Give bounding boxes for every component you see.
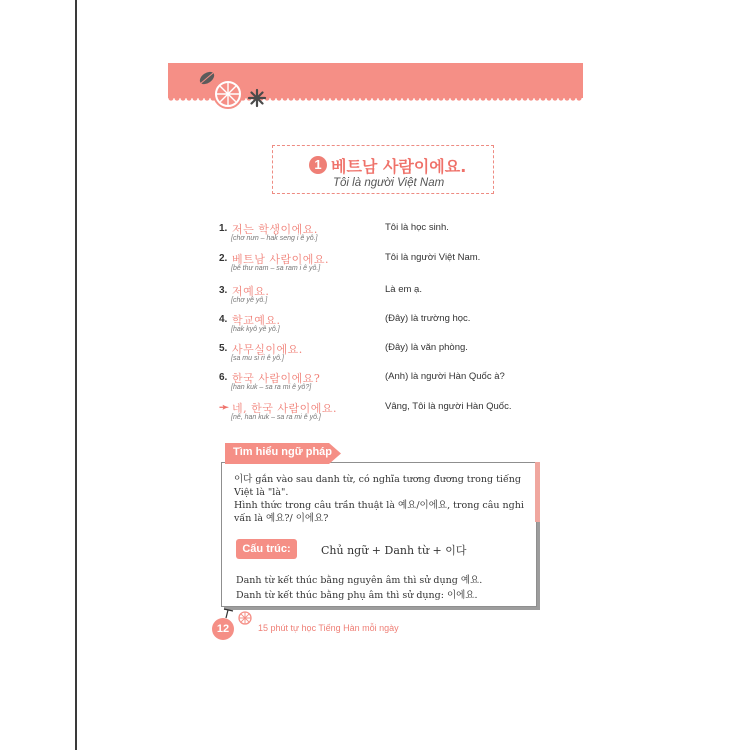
item-korean: 학교예요. (232, 314, 281, 327)
lesson-title-box (272, 145, 494, 194)
item-translation: (Đây) là văn phòng. (385, 342, 468, 353)
grammar-note-1: Danh từ kết thúc bằng nguyên âm thì sử dụng 예요. (236, 575, 483, 586)
lesson-number-badge: 1 (309, 156, 327, 174)
item-korean: 사무실이에요. (232, 343, 303, 356)
grammar-paragraph-2: Hình thức trong câu trần thuật là 예요/이에요, trong câu nghi vấn là 예요?/ 이에요? (234, 500, 524, 524)
grammar-box-accent (535, 462, 540, 522)
grammar-note-2: Danh từ kết thúc bằng phụ âm thì sử dụng: 이에요. (236, 590, 478, 601)
book-spine-line (75, 0, 77, 750)
list-item (219, 370, 549, 402)
item-korean: 네, 한국 사람이에요. (232, 402, 337, 415)
flower-icon (249, 90, 265, 106)
item-korean: 저는 학생이에요. (232, 223, 318, 236)
list-item (219, 283, 549, 315)
page-number: 12 (212, 618, 234, 640)
leaf-icon (198, 69, 217, 86)
structure-label: Cấu trúc: (236, 539, 297, 559)
flower-icon (239, 612, 251, 624)
item-number: 3. (219, 285, 228, 296)
item-translation: Tôi là người Việt Nam. (385, 252, 481, 263)
item-romanization: [hak kyô yê yô.] (231, 326, 280, 333)
item-translation: (Anh) là người Hàn Quốc à? (385, 371, 505, 382)
item-romanization: [sa mu si ri ê yô.] (231, 355, 284, 362)
lesson-title-korean: 베트남 사람이에요. (331, 157, 467, 176)
item-number: 4. (219, 314, 228, 325)
header-decoration (194, 64, 274, 110)
item-romanization: [bê thư nam – sa ram i ê yô.] (231, 265, 321, 272)
item-romanization: [nê, han kuk – sa ra mi ê yô.] (231, 414, 321, 421)
item-translation: Vâng, Tôi là người Hàn Quốc. (385, 401, 512, 412)
item-translation: (Đây) là trường học. (385, 313, 471, 324)
item-korean: 베트남 사람이에요. (232, 253, 330, 266)
item-korean: 저예요. (232, 285, 270, 298)
list-item (219, 221, 549, 253)
list-item (219, 312, 549, 344)
citrus-slice-icon (214, 80, 242, 108)
structure-formula: Chủ ngữ + Danh từ + 이다 (321, 544, 467, 557)
item-number: 1. (219, 223, 228, 234)
book-title: 15 phút tự học Tiếng Hàn mỗi ngày (258, 623, 399, 633)
arrow-icon: ➛ (219, 400, 230, 414)
item-translation: Tôi là học sinh. (385, 222, 449, 233)
grammar-paragraph-1: 이다 gắn vào sau danh từ, có nghĩa tương đương trong tiếng Việt là "là". (234, 474, 521, 498)
list-item (219, 400, 549, 432)
lesson-title-vietnamese: Tôi là người Việt Nam (333, 177, 445, 189)
item-number: 5. (219, 343, 228, 354)
item-number: 2. (219, 253, 228, 264)
item-korean: 한국 사람이에요? (232, 372, 321, 385)
grammar-heading: Tìm hiểu ngữ pháp (233, 446, 333, 458)
item-translation: Là em ạ. (385, 284, 422, 295)
item-romanization: [chơ yê yô.] (231, 297, 268, 304)
item-romanization: [han kuk – sa ra mi ê yô?] (231, 384, 312, 391)
item-romanization: [chơ nưn – hak seng i ê yô.] (231, 235, 318, 242)
list-item (219, 341, 549, 373)
list-item (219, 251, 549, 283)
item-number: 6. (219, 372, 228, 383)
